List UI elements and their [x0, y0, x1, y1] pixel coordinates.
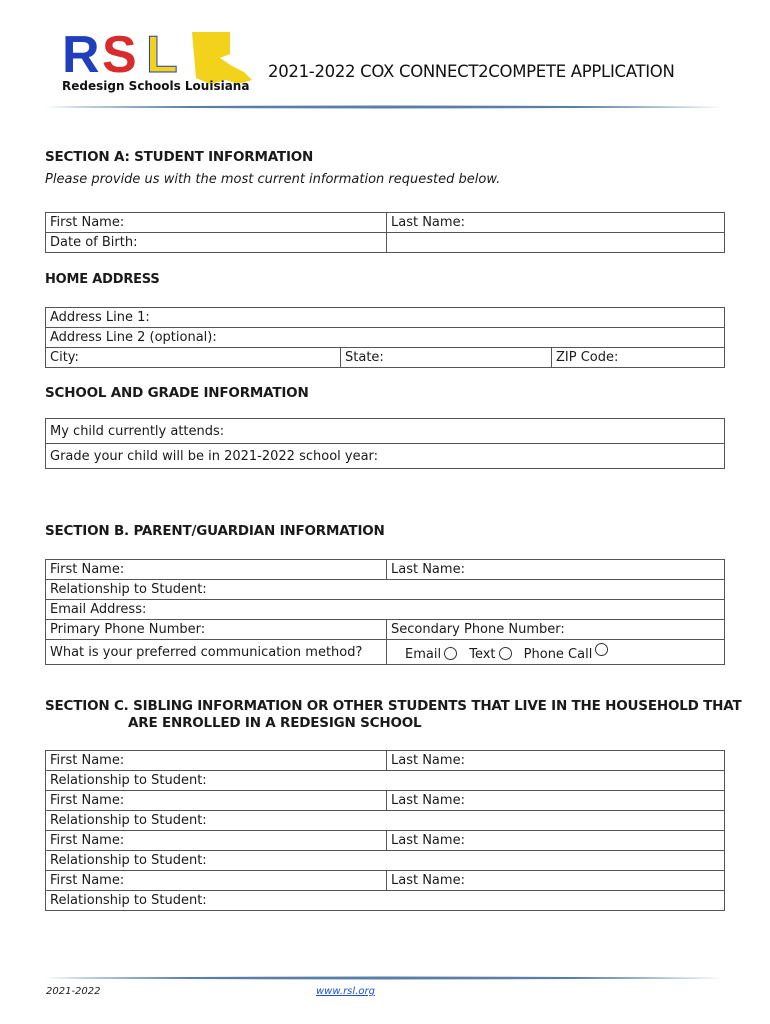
- header-divider: [44, 104, 724, 110]
- page-title: 2021-2022 COX CONNECT2COMPETE APPLICATION: [268, 62, 675, 81]
- sibling-4-first-name-field[interactable]: First Name:: [46, 871, 387, 891]
- home-address-heading: HOME ADDRESS: [45, 272, 160, 287]
- footer-website-link[interactable]: www.rsl.org: [316, 986, 375, 997]
- student-last-name-field[interactable]: Last Name:: [387, 213, 725, 233]
- address-line-1-field[interactable]: Address Line 1:: [46, 308, 725, 328]
- school-grade-heading: SCHOOL AND GRADE INFORMATION: [45, 385, 309, 401]
- sibling-4-relationship-field[interactable]: Relationship to Student:: [46, 891, 725, 911]
- communication-method-question: What is your preferred communication method?: [46, 640, 387, 665]
- home-address-table: [45, 307, 725, 368]
- sibling-1-relationship-field[interactable]: Relationship to Student:: [46, 771, 725, 791]
- grade-field[interactable]: Grade your child will be in 2021-2022 school year:: [46, 444, 725, 469]
- state-field[interactable]: State:: [341, 348, 552, 368]
- student-blank-cell: [387, 233, 725, 253]
- option-text-label: Text: [469, 646, 496, 662]
- sibling-1-first-name-field[interactable]: First Name:: [46, 751, 387, 771]
- sibling-info-table: [45, 750, 725, 911]
- sibling-2-first-name-field[interactable]: First Name:: [46, 791, 387, 811]
- email-radio[interactable]: [444, 647, 457, 660]
- option-phone-call-label: Phone Call: [523, 646, 593, 662]
- student-dob-field[interactable]: Date of Birth:: [46, 233, 387, 253]
- communication-method-options: [387, 640, 725, 665]
- sibling-4-last-name-field[interactable]: Last Name:: [387, 871, 725, 891]
- student-first-name-field[interactable]: First Name:: [46, 213, 387, 233]
- section-a-heading: SECTION A: STUDENT INFORMATION: [45, 149, 314, 165]
- section-c-heading-line-2: ARE ENROLLED IN A REDESIGN SCHOOL: [128, 715, 422, 731]
- sibling-3-first-name-field[interactable]: First Name:: [46, 831, 387, 851]
- sibling-1-last-name-field[interactable]: Last Name:: [387, 751, 725, 771]
- footer-year: 2021-2022: [46, 986, 101, 997]
- phone-call-radio[interactable]: [595, 643, 608, 656]
- zip-code-field[interactable]: ZIP Code:: [552, 348, 725, 368]
- logo-letter-s: S: [102, 28, 137, 84]
- option-text[interactable]: [469, 647, 511, 662]
- secondary-phone-field[interactable]: Secondary Phone Number:: [387, 620, 725, 640]
- sibling-2-relationship-field[interactable]: Relationship to Student:: [46, 811, 725, 831]
- option-phone-call[interactable]: [524, 647, 609, 662]
- parent-email-field[interactable]: Email Address:: [46, 600, 725, 620]
- section-c-heading: SECTION C. SIBLING INFORMATION OR OTHER STUDENTS THAT LIVE IN THE HOUSEHOLD THAT: [45, 698, 742, 714]
- parent-relationship-field[interactable]: Relationship to Student:: [46, 580, 725, 600]
- sibling-3-relationship-field[interactable]: Relationship to Student:: [46, 851, 725, 871]
- sibling-2-last-name-field[interactable]: Last Name:: [387, 791, 725, 811]
- school-table: [45, 418, 725, 469]
- primary-phone-field[interactable]: Primary Phone Number:: [46, 620, 387, 640]
- footer-divider: [44, 975, 724, 981]
- option-email[interactable]: [405, 647, 457, 662]
- option-email-label: Email: [405, 646, 442, 662]
- text-radio[interactable]: [499, 647, 512, 660]
- sibling-3-last-name-field[interactable]: Last Name:: [387, 831, 725, 851]
- parent-first-name-field[interactable]: First Name:: [46, 560, 387, 580]
- parent-info-table: [45, 559, 725, 665]
- city-field[interactable]: City:: [46, 348, 341, 368]
- logo-tagline: Redesign Schools Louisiana: [62, 79, 250, 93]
- louisiana-state-shape: [192, 32, 252, 84]
- address-line-2-field[interactable]: Address Line 2 (optional):: [46, 328, 725, 348]
- section-b-heading: SECTION B. PARENT/GUARDIAN INFORMATION: [45, 523, 385, 539]
- section-a-instructions: Please provide us with the most current information requested below.: [45, 172, 501, 187]
- parent-last-name-field[interactable]: Last Name:: [387, 560, 725, 580]
- logo-letter-r: R: [62, 28, 100, 84]
- student-info-table: [45, 212, 725, 253]
- current-school-field[interactable]: My child currently attends:: [46, 419, 725, 444]
- logo-letter-l: L: [146, 28, 178, 84]
